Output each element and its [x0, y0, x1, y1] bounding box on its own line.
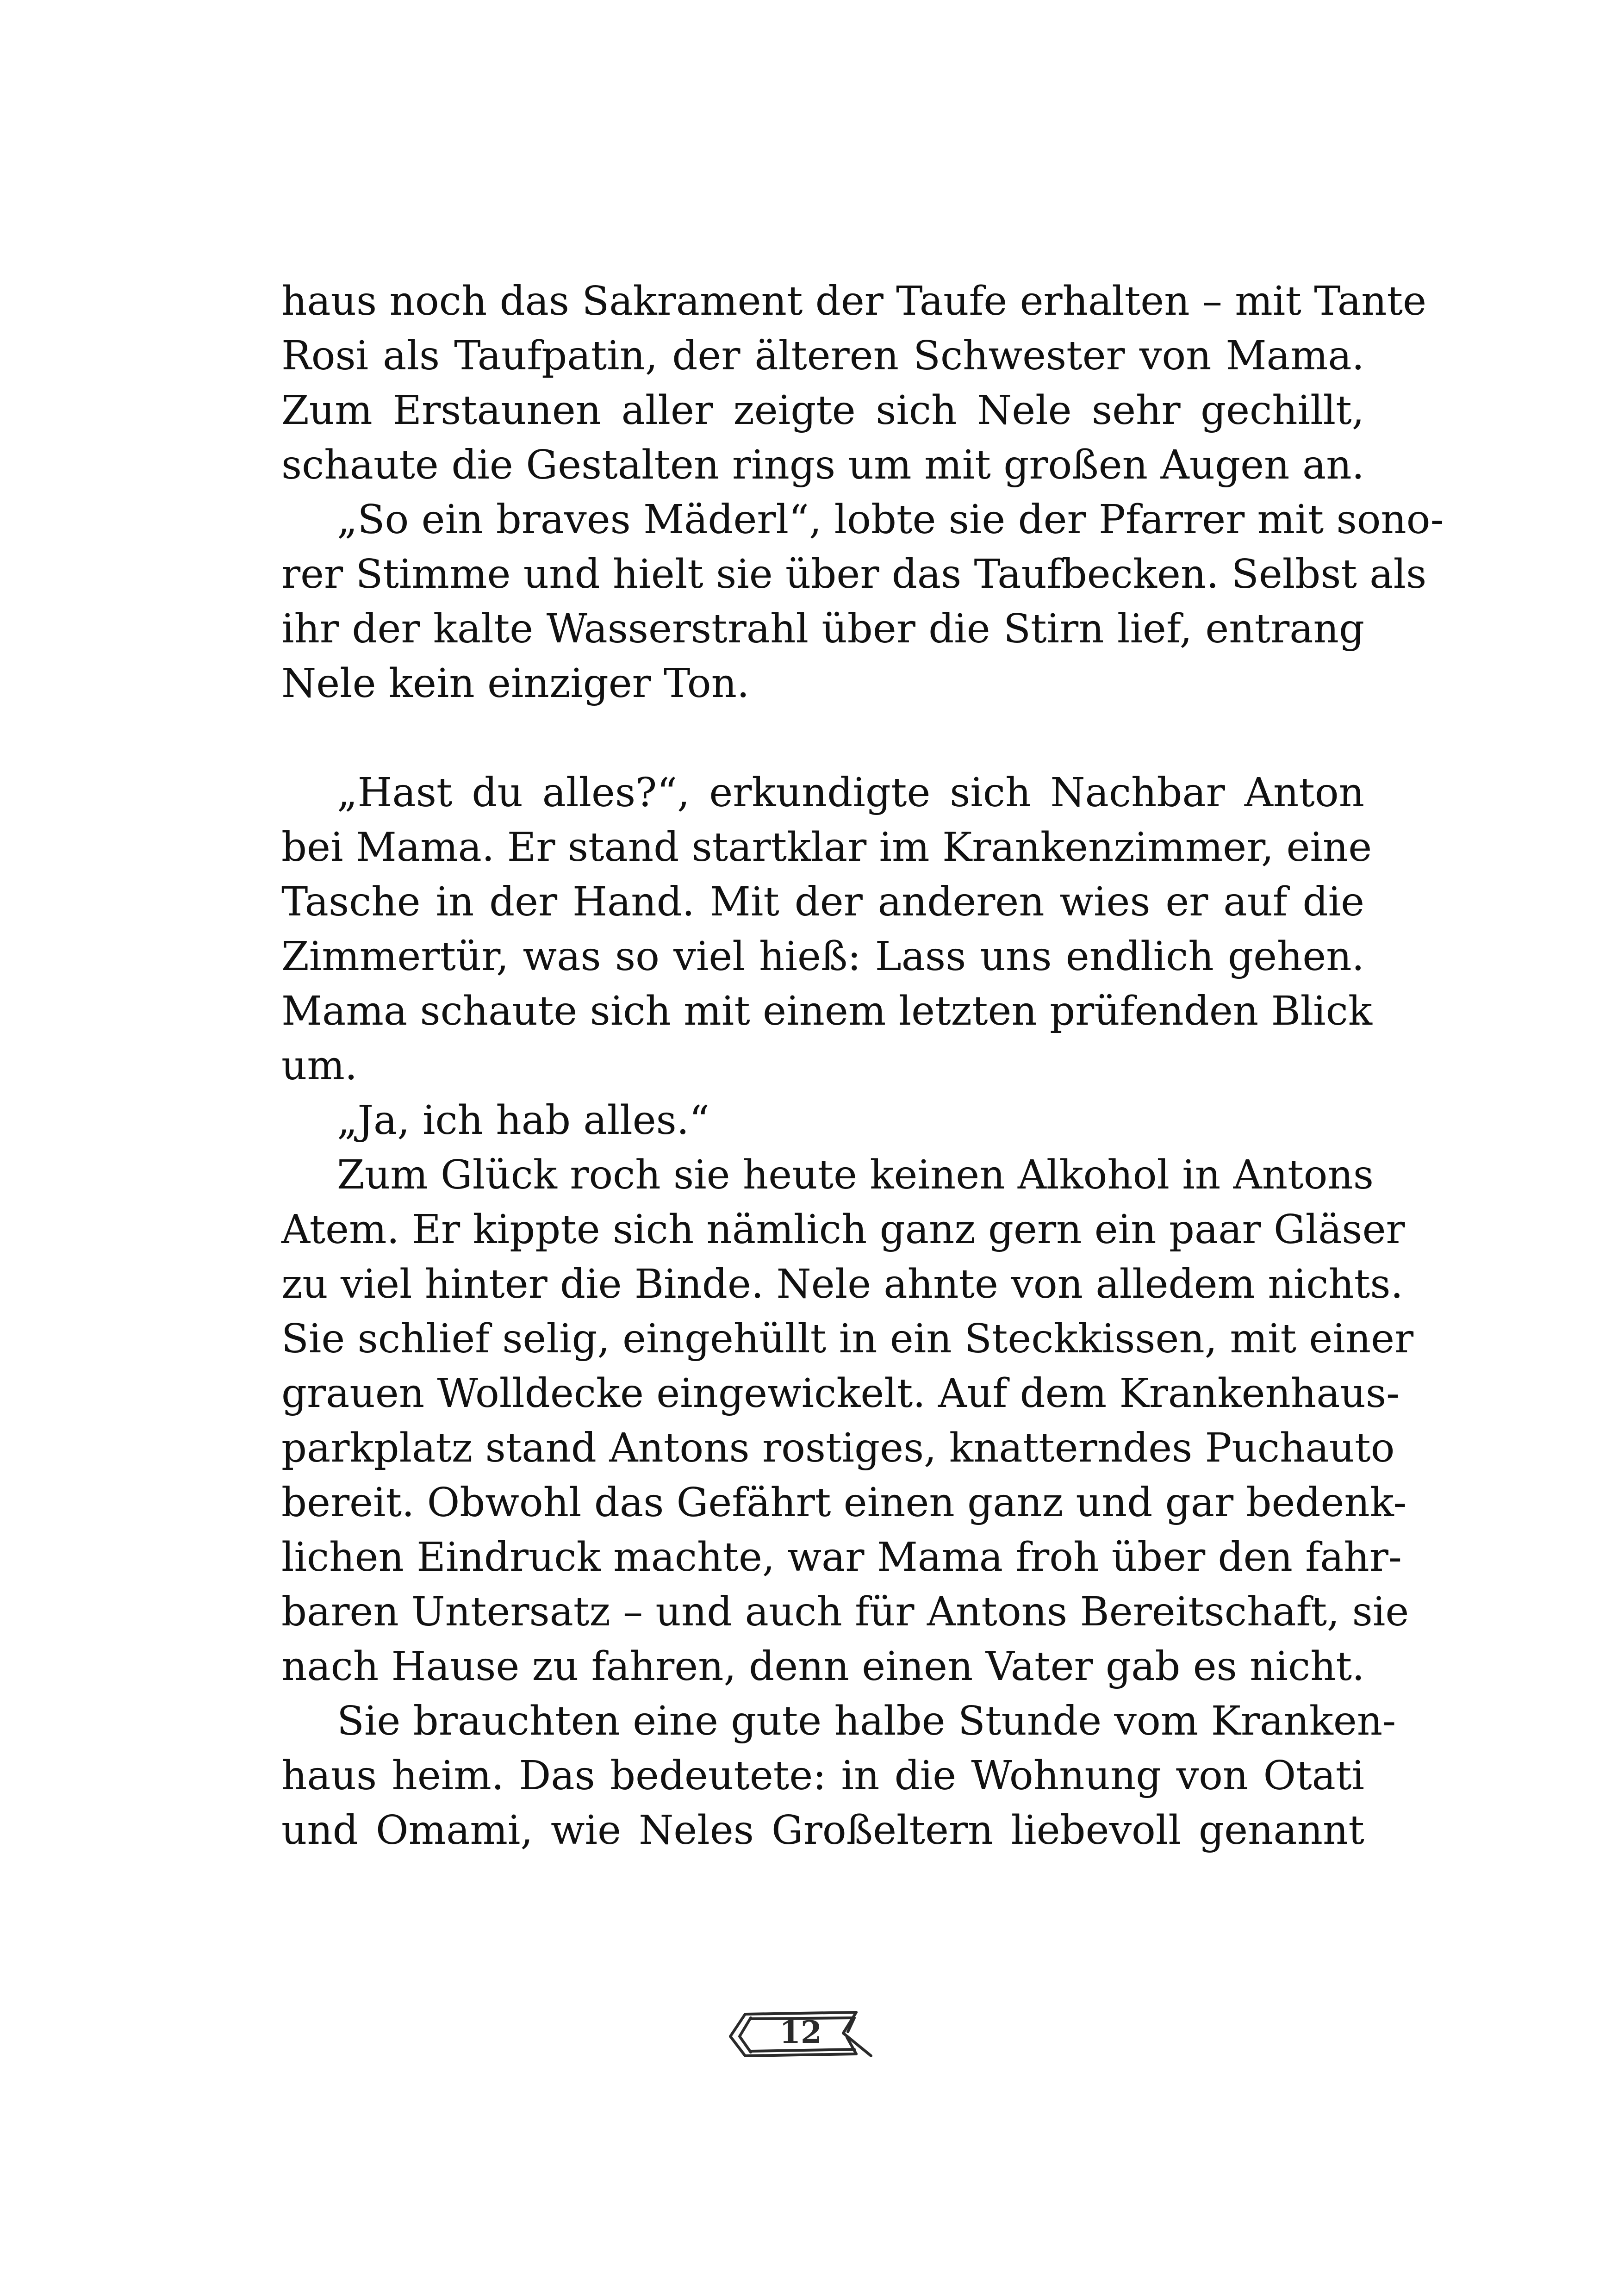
text-line: um. [281, 1043, 358, 1089]
text-line: parkplatz stand Antons rostiges, knatterndes Puchauto [281, 1425, 1395, 1471]
text-line: und Omami, wie Neles Großeltern liebevoll genannt [281, 1807, 1364, 1854]
text-line: Zum Glück roch sie heute keinen Alkohol in Antons [337, 1152, 1374, 1198]
text-line: Sie schlief selig, eingehüllt in ein Steckkissen, mit einer [281, 1316, 1414, 1362]
text-line: haus heim. Das bedeutete: in die Wohnung von Otati [281, 1753, 1364, 1799]
page-number [727, 2004, 875, 2064]
text-line: Tasche in der Hand. Mit der anderen wies er auf die [281, 879, 1364, 925]
text-line: grauen Wolldecke eingewickelt. Auf dem Krankenhaus- [281, 1370, 1400, 1417]
paragraph [281, 1694, 1396, 1858]
text-line: rer Stimme und hielt sie über das Taufbecken. Selbst als [281, 551, 1427, 597]
scene-break [281, 711, 1364, 765]
paragraph [281, 1093, 1364, 1148]
text-line: lichen Eindruck machte, war Mama froh über den fahr- [281, 1534, 1402, 1580]
page-number-label: 12 [779, 2014, 822, 2050]
text-line: Rosi als Taufpatin, der älteren Schwester von Mama. [281, 333, 1364, 379]
text-line: Atem. Er kippte sich nämlich ganz gern ein paar Gläser [281, 1207, 1405, 1253]
text-line: nach Hause zu fahren, denn einen Vater gab es nicht. [281, 1643, 1365, 1690]
text-line: Sie brauchten eine gute halbe Stunde vom Kranken- [337, 1698, 1396, 1744]
text-line: Zum Erstaunen aller zeigte sich Nele sehr gechillt, [281, 387, 1364, 434]
text-line: schaute die Gestalten rings um mit großen Augen an. [281, 442, 1364, 488]
text-line: bereit. Obwohl das Gefährt einen ganz und gar bedenk- [281, 1480, 1407, 1526]
paragraph [281, 765, 1372, 1093]
text-line: „Hast du alles?“, erkundigte sich Nachbar Anton [337, 770, 1364, 816]
text-line: bei Mama. Er stand startklar im Krankenzimmer, eine [281, 824, 1372, 871]
body-text [281, 274, 1444, 1858]
text-line: Mama schaute sich mit einem letzten prüfenden Blick [281, 988, 1372, 1034]
text-line: zu viel hinter die Binde. Nele ahnte von alledem nichts. [281, 1261, 1403, 1307]
text-line: ihr der kalte Wasserstrahl über die Stirn lief, entrang [281, 606, 1364, 652]
text-line: baren Untersatz – und auch für Antons Bereitschaft, sie [281, 1589, 1409, 1635]
text-line: Nele kein einziger Ton. [281, 660, 750, 707]
text-line: haus noch das Sakrament der Taufe erhalten – mit Tante [281, 278, 1427, 324]
text-line: „Ja, ich hab alles.“ [337, 1097, 710, 1144]
text-line: Zimmertür, was so viel hieß: Lass uns endlich gehen. [281, 933, 1364, 980]
paragraph [281, 1148, 1414, 1694]
text-line: „So ein braves Mäderl“, lobte sie der Pfarrer mit sono- [337, 497, 1444, 543]
paragraph [281, 274, 1427, 492]
paragraph [281, 492, 1444, 711]
